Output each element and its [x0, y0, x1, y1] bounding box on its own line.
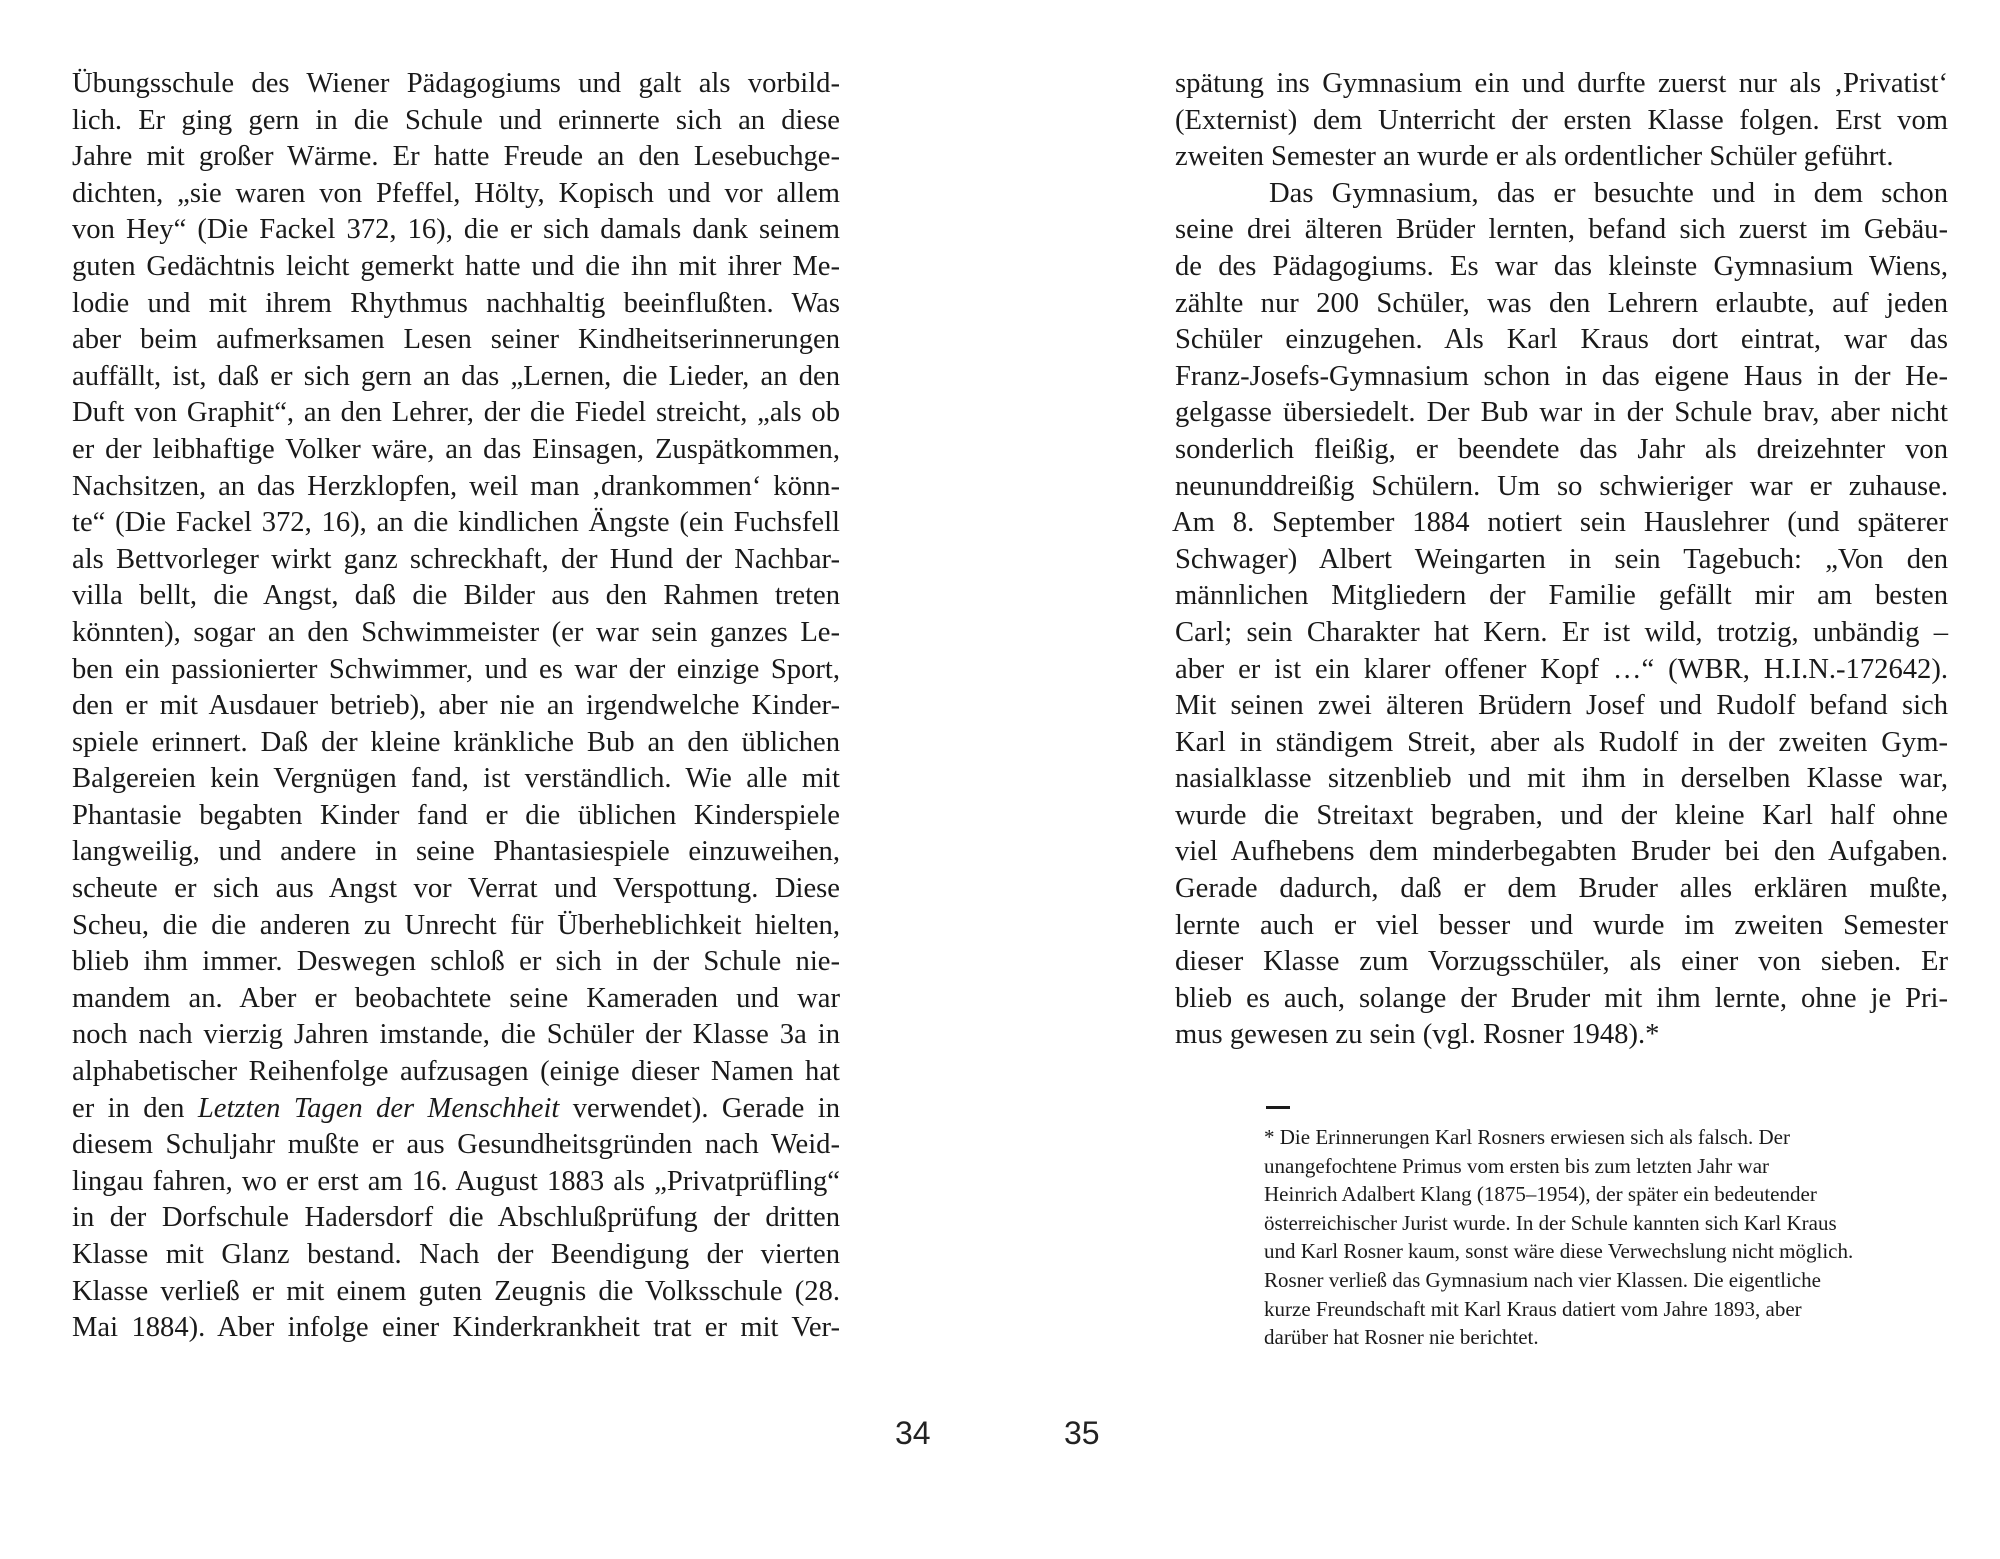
footnote-line: unangefochtene Primus vom ersten bis zum letzten Jahr war: [1264, 1153, 1770, 1178]
text-line: Mai 1884). Aber infolge einer Kinderkrankheit trat er mit Ver-: [72, 1312, 840, 1344]
text-line: Übungsschule des Wiener Pädagogiums und galt als vorbild-: [72, 68, 840, 99]
text-line: scheute er sich aus Angst vor Verrat und Verspottung. Diese: [72, 873, 840, 905]
footnote-line: Heinrich Adalbert Klang (1875–1954), der später ein bedeutender: [1264, 1182, 1817, 1207]
text-line: in der Dorfschule Hadersdorf die Abschlußprüfung der dritten: [72, 1202, 840, 1234]
text-line: Klasse verließ er mit einem guten Zeugnis die Volksschule (28.: [72, 1275, 840, 1307]
text-line: Balgereien kein Vergnügen fand, ist verständlich. Wie alle mit: [72, 763, 840, 795]
text-line: Am 8. September 1884 notiert sein Hauslehrer (und späterer: [1172, 507, 1948, 539]
text-line: blieb es auch, solange der Bruder mit ihm lernte, ohne je Pri-: [1175, 982, 1948, 1014]
text-line: diesem Schuljahr mußte er aus Gesundheitsgründen nach Weid-: [72, 1129, 840, 1161]
text-line-paragraph-end: zweiten Semester an wurde er als ordentlicher Schüler geführt.: [1175, 141, 1894, 173]
book-title-italic: Letzten Tagen der Menschheit: [197, 1092, 560, 1124]
text-line: (Externist) dem Unterricht der ersten Klasse folgen. Erst vom: [1175, 104, 1948, 136]
text-line: männlichen Mitgliedern der Familie gefällt mir am besten: [1175, 580, 1948, 612]
text-line: seine drei älteren Brüder lernten, befand sich zuerst im Gebäu-: [1175, 214, 1948, 246]
text-line-paragraph-end: mus gewesen zu sein (vgl. Rosner 1948).*: [1175, 1019, 1660, 1051]
text-line: sonderlich fleißig, er beendete das Jahr als dreizehnter von: [1175, 433, 1948, 465]
right-page: [1000, 0, 2000, 1559]
text-line: noch nach vierzig Jahren imstande, die Schüler der Klasse 3a in: [72, 1019, 840, 1051]
text-line: wurde die Streitaxt begraben, und der kleine Karl half ohne: [1175, 799, 1948, 831]
text-line: de des Pädagogiums. Es war das kleinste Gymnasium Wiens,: [1175, 250, 1948, 282]
text-line: gelgasse übersiedelt. Der Bub war in der Schule brav, aber nicht: [1175, 397, 1948, 429]
text-line: den er mit Ausdauer betrieb), aber nie an irgendwelche Kinder-: [72, 690, 840, 722]
text-segment: verwendet). Gerade in: [559, 1092, 840, 1124]
text-line: alphabetischer Reihenfolge aufzusagen (einige dieser Namen hat: [72, 1056, 840, 1088]
text-line: mandem an. Aber er beobachtete seine Kameraden und war: [72, 982, 840, 1014]
text-line: zählte nur 200 Schüler, was den Lehrern erlaubte, auf jeden: [1175, 287, 1948, 319]
text-line: te“ (Die Fackel 372, 16), an die kindlichen Ängste (ein Fuchsfell: [72, 507, 840, 539]
page-number-left: 34: [895, 1415, 931, 1451]
text-line: Karl in ständigem Streit, aber als Rudolf in der zweiten Gym-: [1175, 726, 1948, 758]
text-line: lingau fahren, wo er erst am 16. August 1883 als „Privatprüfling“: [72, 1165, 840, 1197]
footnote-line: kurze Freundschaft mit Karl Kraus datiert vom Jahre 1893, aber: [1264, 1296, 1802, 1321]
text-line: langweilig, und andere in seine Phantasiespiele einzuweihen,: [72, 836, 840, 868]
text-line: Phantasie begabten Kinder fand er die üblichen Kinderspiele: [72, 799, 840, 831]
text-line: Carl; sein Charakter hat Kern. Er ist wild, trotzig, unbändig –: [1175, 616, 1948, 648]
text-line: blieb ihm immer. Deswegen schloß er sich in der Schule nie-: [72, 946, 840, 978]
text-line: als Bettvorleger wirkt ganz schreckhaft, der Hund der Nachbar-: [72, 543, 840, 575]
page-number-right: 35: [1064, 1415, 1100, 1451]
text-line: Klasse mit Glanz bestand. Nach der Beendigung der vierten: [72, 1239, 840, 1270]
text-line: ben ein passionierter Schwimmer, und es war der einzige Sport,: [72, 653, 840, 685]
footnote-line: * Die Erinnerungen Karl Rosners erwiesen sich als falsch. Der: [1264, 1125, 1790, 1149]
footnote-separator: [1266, 1106, 1290, 1109]
text-line: lich. Er ging gern in die Schule und erinnerte sich an diese: [72, 104, 840, 136]
text-line: er der leibhaftige Volker wäre, an das Einsagen, Zuspätkommen,: [72, 433, 840, 465]
text-line: lernte auch er viel besser und wurde im zweiten Semester: [1175, 909, 1948, 941]
footnote-line: und Karl Rosner kaum, sonst wäre diese Verwechslung nicht möglich.: [1264, 1239, 1854, 1264]
text-line-with-italic-title: [72, 1091, 840, 1128]
footnote-line: Rosner verließ das Gymnasium nach vier Klassen. Die eigentliche: [1264, 1267, 1821, 1292]
text-line: Scheu, die die anderen zu Unrecht für Überheblichkeit hielten,: [72, 909, 840, 941]
text-line: aber beim aufmerksamen Lesen seiner Kindheitserinnerungen: [72, 324, 840, 356]
text-line: lodie und mit ihrem Rhythmus nachhaltig beeinflußten. Was: [72, 287, 840, 319]
text-line: Duft von Graphit“, an den Lehrer, der die Fiedel streicht, „als ob: [72, 397, 840, 429]
text-line: Nachsitzen, an das Herzklopfen, weil man ‚drankommen‘ könn-: [72, 470, 840, 502]
text-line: von Hey“ (Die Fackel 372, 16), die er sich damals dank seinem: [72, 214, 840, 246]
footnote-line: darüber hat Rosner nie berichtet.: [1264, 1325, 1539, 1350]
text-line: auffällt, ist, daß er sich gern an das „Lernen, die Lieder, an den: [72, 360, 840, 392]
text-line: Mit seinen zwei älteren Brüdern Josef und Rudolf befand sich: [1175, 690, 1948, 722]
text-line: spätung ins Gymnasium ein und durfte zuerst nur als ‚Privatist‘: [1175, 68, 1948, 99]
text-line: spiele erinnert. Daß der kleine kränkliche Bub an den üblichen: [72, 726, 840, 758]
text-line-paragraph-start: Das Gymnasium, das er besuchte und in dem schon: [1269, 177, 1948, 209]
footnote: [1264, 1123, 1948, 1352]
text-line: Jahre mit großer Wärme. Er hatte Freude an den Lesebuchge-: [72, 141, 840, 173]
footnote-line: österreichischer Jurist wurde. In der Schule kannten sich Karl Kraus: [1264, 1210, 1837, 1235]
left-page-body-text: [72, 66, 840, 1347]
text-line: guten Gedächtnis leicht gemerkt hatte und die ihn mit ihrer Me-: [72, 250, 840, 282]
text-line: dieser Klasse zum Vorzugsschüler, als einer von sieben. Er: [1175, 946, 1948, 978]
text-line: könnten), sogar an den Schwimmeister (er war sein ganzes Le-: [72, 616, 840, 648]
text-line: aber er ist ein klarer offener Kopf …“ (WBR, H.I.N.-172642).: [1175, 653, 1948, 685]
text-segment: er in den: [72, 1092, 198, 1124]
text-line: Schüler einzugehen. Als Karl Kraus dort eintrat, war das: [1175, 324, 1948, 356]
text-line: dichten, „sie waren von Pfeffel, Hölty, Kopisch und vor allem: [72, 177, 840, 209]
text-line: nasialklasse sitzenblieb und mit ihm in derselben Klasse war,: [1175, 763, 1948, 795]
right-page-body-text: [1172, 66, 1948, 1054]
text-line: Gerade dadurch, daß er dem Bruder alles erklären mußte,: [1175, 873, 1948, 905]
text-line: neununddreißig Schülern. Um so schwieriger war er zuhause.: [1175, 470, 1948, 502]
text-line: Franz-Josefs-Gymnasium schon in das eigene Haus in der He-: [1175, 360, 1948, 392]
text-line: villa bellt, die Angst, daß die Bilder aus den Rahmen treten: [72, 580, 840, 612]
text-line: viel Aufhebens dem minderbegabten Bruder bei den Aufgaben.: [1175, 836, 1948, 868]
text-line: Schwager) Albert Weingarten in sein Tagebuch: „Von den: [1175, 543, 1948, 575]
